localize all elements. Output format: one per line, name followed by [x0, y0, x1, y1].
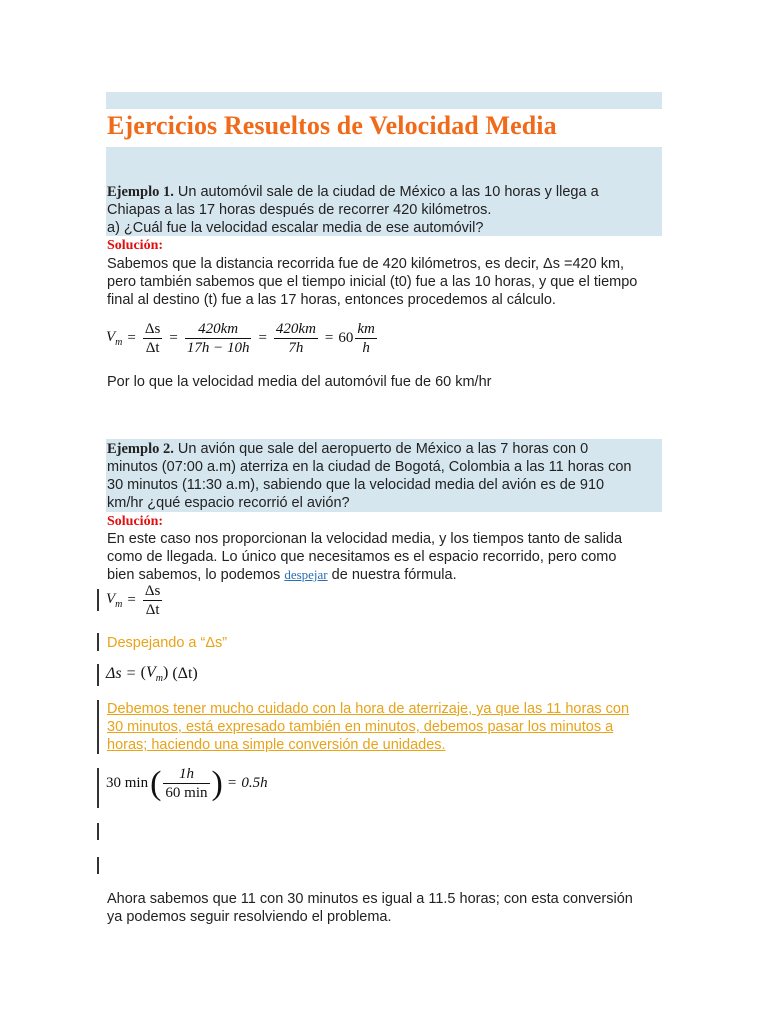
despejando-text: Despejando a “Δs”	[107, 635, 228, 651]
example-1-solution-label: Solución:	[107, 238, 164, 253]
formula-marker	[97, 589, 99, 611]
header-band-top	[106, 92, 662, 109]
formula-marker	[97, 700, 99, 754]
empty-marker	[97, 857, 99, 874]
formula-marker	[97, 664, 99, 686]
despejar-link[interactable]: despejar	[284, 567, 328, 582]
displacement-formula: Δs = $(V_m)$ (Δt)	[106, 664, 198, 685]
example-1-solution-text: Sabemos que la distancia recorrida fue de 420 kilómetros, es decir, Δs =420 km, pero también sabemos que el tiempo inicial (t0) fue a las 10 horas, y que el tiempo final al destino (t) fue a las 17 horas, entonces procedemos al cálculo.	[107, 256, 638, 308]
example-2-solution-text: En este caso nos proporcionan la velocidad media, y los tiempos tanto de salida como de llegada. Lo único que necesitamos es el espacio recorrido, pero como bien sabemos, lo podemos despejar de nuestra fórmula.	[107, 531, 623, 583]
conversion-formula: 30 min ( $\frac{1h}{60 \min}$ ) = 0.5h	[106, 764, 268, 802]
example-1-label: Ejemplo 1.	[107, 184, 174, 200]
velocity-formula-1: $V_m$ = $\frac{\Delta s}{\Delta t}$ = $\frac{420km}{17h - 10h}$ = $\frac{420km}{7h}$ = 60 $\frac{km}{h}$	[106, 321, 375, 356]
formula-marker	[97, 633, 99, 651]
example-1-statement: Ejemplo 1. Un automóvil sale de la ciudad de México a las 10 horas y llega a Chiapas a las 17 horas después de recorrer 420 kilómetros. a) ¿Cuál fue la velocidad escalar media de ese automóvil?	[107, 184, 599, 236]
empty-marker	[97, 823, 99, 840]
final-text: Ahora sabemos que 11 con 30 minutos es igual a 11.5 horas; con esta conversión ya podemos seguir resolviendo el problema.	[107, 891, 633, 925]
example-2-statement: Ejemplo 2. Un avión que sale del aeropuerto de México a las 7 horas con 0 minutos (07:00 a.m) aterriza en la ciudad de Bogotá, Colombia a las 11 horas con 30 minutos (11:30 a.m), sabiendo que la velocidad media del avión es de 910 km/hr ¿qué espacio recorrió el avión?	[107, 441, 632, 511]
formula-marker	[97, 768, 99, 808]
example-2-label: Ejemplo 2.	[107, 441, 174, 457]
conversion-note: Debemos tener mucho cuidado con la hora de aterrizaje, ya que las 11 horas con 30 minutos, está expresado también en minutos, debemos pasar los minutos a horas; haciendo una simple conversión de unidades.	[107, 701, 630, 753]
example-1-result: Por lo que la velocidad media del automóvil fue de 60 km/hr	[107, 374, 492, 390]
velocity-formula-2: $V_m$ = $\frac{\Delta s}{\Delta t}$	[106, 583, 161, 618]
example-2-solution-label: Solución:	[107, 514, 164, 529]
page-title: Ejercicios Resueltos de Velocidad Media	[107, 111, 557, 140]
